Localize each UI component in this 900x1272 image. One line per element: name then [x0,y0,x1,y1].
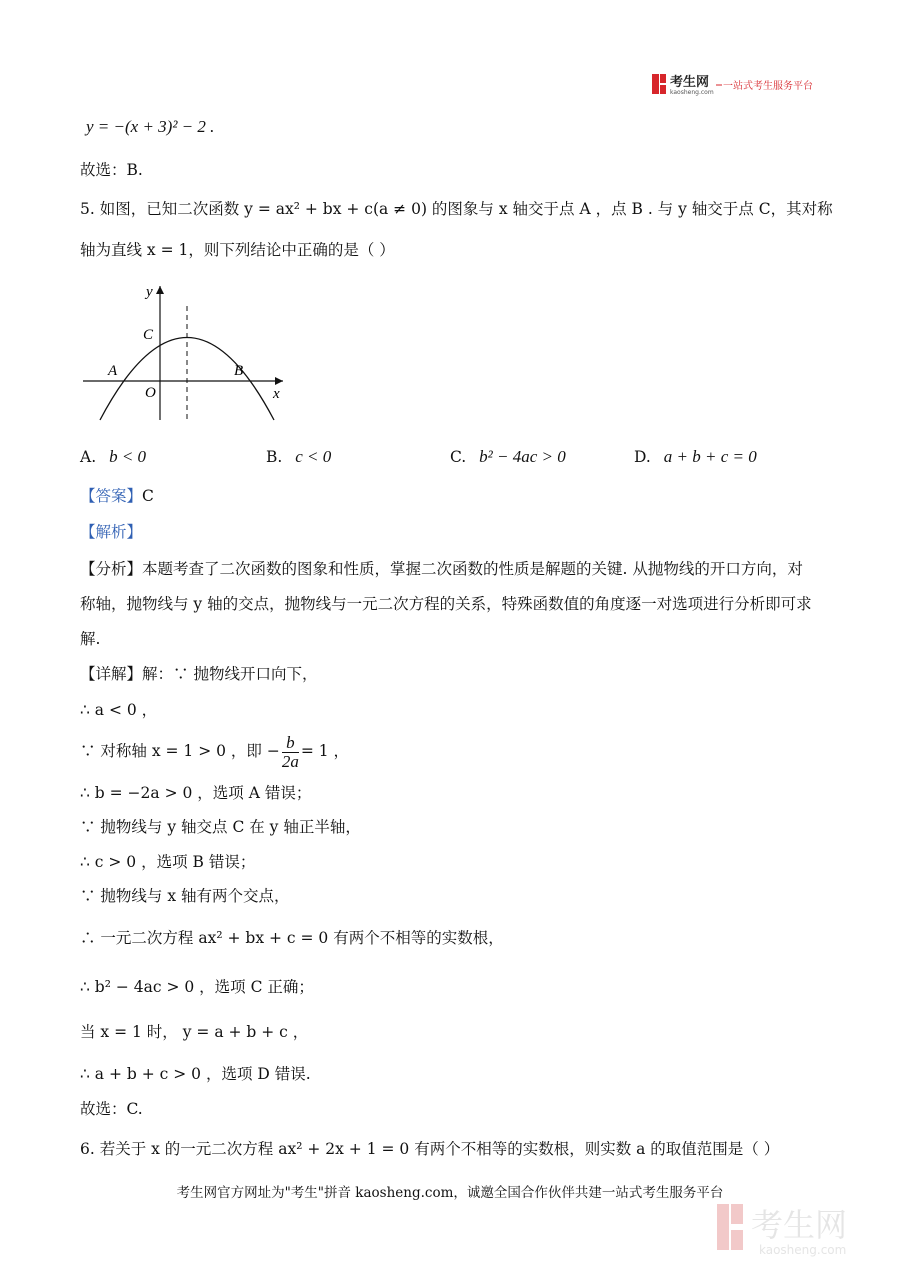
detail-line0 [80,664,317,684]
option-d-text: a + b + c = 0 [663,447,757,466]
point-c-label: C [143,327,154,343]
header-slogan: 一站式考生服务平台 [723,81,813,92]
option-d-label: D. [634,448,651,466]
origin-label: O [145,385,156,401]
detail-2a: ∵ 对称轴 x = 1 > 0 ，即 − [80,742,280,760]
fenxi-line1 [80,559,803,579]
detail-line6: ∵ 抛物线与 x 轴有两个交点， [80,887,290,905]
x-axis-arrow-icon [275,377,283,385]
fenxi-tag: 【分析】 [80,560,143,578]
footer-text: 考生网官方网址为"考生"拼音 kaosheng.com，诚邀全国合作伙伴共建一站式考生服务平台 [176,1185,724,1201]
kaosheng-logo-icon [652,72,822,98]
header-logo [652,72,822,102]
answer-value: C [142,487,154,505]
fenxi-line2: 称轴，抛物线与 y 轴的交点，抛物线与一元二次方程的关系，特殊函数值的角度逐一对选项进行分析即可求 [80,595,812,613]
fraction-numerator: b [282,734,299,753]
x-label: x [273,386,280,402]
logo-subtitle: kaosheng.com [670,89,714,96]
answer-tag: 【答案】 [80,487,143,505]
detail-line10: ∴ a + b + c > 0 ，选项 D 错误. [80,1065,311,1083]
detail-line4: ∵ 抛物线与 y 轴交点 C 在 y 轴正半轴， [80,818,361,836]
detail-line7: ∴ 一元二次方程 ax² + bx + c = 0 有两个不相等的实数根， [80,929,504,947]
fenxi-text1: 本题考查了二次函数的图象和性质，掌握二次函数的性质是解题的关键. 从抛物线的开口方向，对 [142,560,803,578]
y-axis-arrow-icon [156,286,164,294]
detail-line9: 当 x = 1 时， y = a + b + c ， [80,1023,309,1041]
detail-2b: = 1 ， [300,742,350,760]
prev-formula: y = −(x + 3)² − 2 . [86,117,215,136]
detail-line2 [80,728,349,774]
q6-stem: 6. 若关于 x 的一元二次方程 ax² + 2x + 1 = 0 有两个不相等的实数根，则实数 a 的取值范围是（ ） [80,1140,780,1158]
option-a-text: b < 0 [109,447,147,466]
fraction-b-over-2a [282,734,299,771]
watermark [715,1200,890,1262]
option-b-text: c < 0 [295,447,332,466]
detail-line3: ∴ b = −2a > 0 ，选项 A 错误； [80,784,312,802]
analysis-tag: 【解析】 [80,523,143,541]
fraction-denominator: 2a [281,751,299,771]
watermark-logo-icon [715,1200,890,1258]
detail-line1: ∴ a < 0 ， [80,701,158,719]
option-c [450,447,566,467]
logo-title: 考生网 [670,75,710,90]
option-c-text: b² − 4ac > 0 [479,447,566,466]
option-d [634,447,757,467]
option-b-label: B. [266,448,283,466]
q5-figure [78,278,293,428]
q5-stem-line2: 轴为直线 x = 1，则下列结论中正确的是（ ） [80,241,395,259]
option-a-label: A. [80,448,97,466]
point-a-label: A [108,363,118,379]
fenxi-line3: 解. [80,630,101,648]
q5-stem-line1: 5. 如图，已知二次函数 y = ax² + bx + c(a ≠ 0) 的图象与 x 轴交于点 A ，点 B . 与 y 轴交于点 C，其对称 [80,200,833,218]
detail-text0: 解：∵ 抛物线开口向下， [142,665,318,683]
point-b-label: B [234,363,244,379]
option-b [266,447,331,467]
conclusion: 故选：C. [80,1100,143,1118]
detail-line5: ∴ c > 0 ，选项 B 错误； [80,853,256,871]
option-c-label: C. [450,448,467,466]
prev-answer: 故选：B. [80,161,143,179]
watermark-subtitle: kaosheng.com [759,1243,847,1257]
detail-tag: 【详解】 [80,665,143,683]
detail-line8: ∴ b² − 4ac > 0 ，选项 C 正确； [80,978,314,996]
y-label: y [146,284,153,300]
option-a [80,447,146,467]
watermark-title: 考生网 [751,1206,848,1244]
answer-row [80,486,154,506]
